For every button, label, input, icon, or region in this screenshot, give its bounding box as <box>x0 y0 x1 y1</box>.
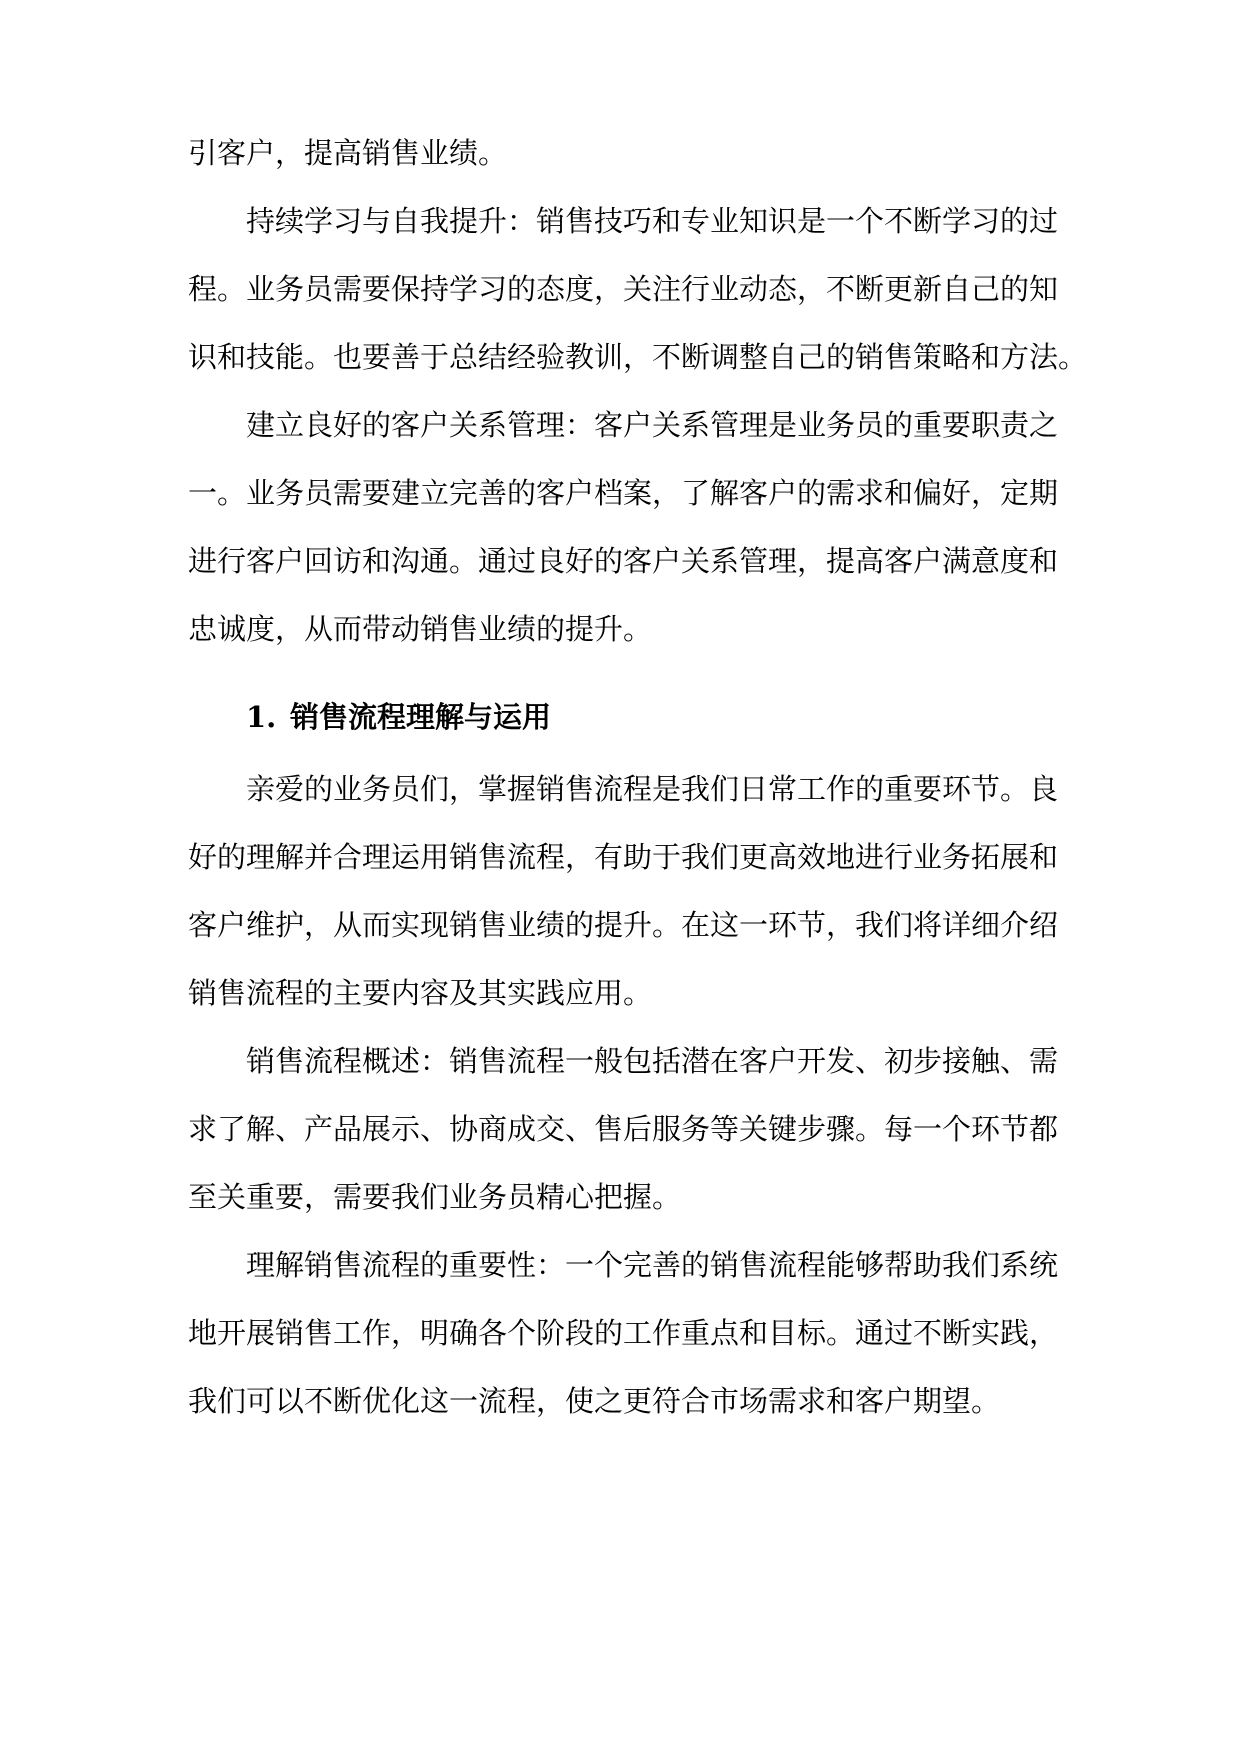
paragraph-line: 地开展销售工作，明确各个阶段的工作重点和目标。通过不断实践， <box>188 1316 1059 1350</box>
paragraph-line: 程。业务员需要保持学习的态度，关注行业动态，不断更新自己的知 <box>188 272 1059 306</box>
paragraph-line: 至关重要，需要我们业务员精心把握。 <box>188 1180 682 1214</box>
section-heading <box>246 697 551 737</box>
paragraph-line: 持续学习与自我提升：销售技巧和专业知识是一个不断学习的过 <box>246 204 1059 238</box>
paragraph-line: 识和技能。也要善于总结经验教训，不断调整自己的销售策略和方法。 <box>188 340 1088 374</box>
paragraph-line: 好的理解并合理运用销售流程，有助于我们更高效地进行业务拓展和 <box>188 840 1059 874</box>
paragraph-line: 忠诚度，从而带动销售业绩的提升。 <box>188 612 653 646</box>
section-title: 销售流程理解与运用 <box>290 700 552 734</box>
paragraph-line: 进行客户回访和沟通。通过良好的客户关系管理，提高客户满意度和 <box>188 544 1059 578</box>
paragraph-line: 销售流程概述：销售流程一般包括潜在客户开发、初步接触、需 <box>246 1044 1059 1078</box>
paragraph-line: 建立良好的客户关系管理：客户关系管理是业务员的重要职责之 <box>246 408 1059 442</box>
section-number: 1. <box>246 700 277 734</box>
paragraph-line: 引客户，提高销售业绩。 <box>188 136 508 170</box>
paragraph-line: 销售流程的主要内容及其实践应用。 <box>188 976 653 1010</box>
paragraph-line: 一。业务员需要建立完善的客户档案，了解客户的需求和偏好，定期 <box>188 476 1059 510</box>
paragraph-line: 我们可以不断优化这一流程，使之更符合市场需求和客户期望。 <box>188 1384 1001 1418</box>
paragraph-line: 求了解、产品展示、协商成交、售后服务等关键步骤。每一个环节都 <box>188 1112 1059 1146</box>
paragraph-line: 理解销售流程的重要性：一个完善的销售流程能够帮助我们系统 <box>246 1248 1059 1282</box>
paragraph-line: 客户维护，从而实现销售业绩的提升。在这一环节，我们将详细介绍 <box>188 908 1059 942</box>
paragraph-line: 亲爱的业务员们，掌握销售流程是我们日常工作的重要环节。良 <box>246 772 1059 806</box>
